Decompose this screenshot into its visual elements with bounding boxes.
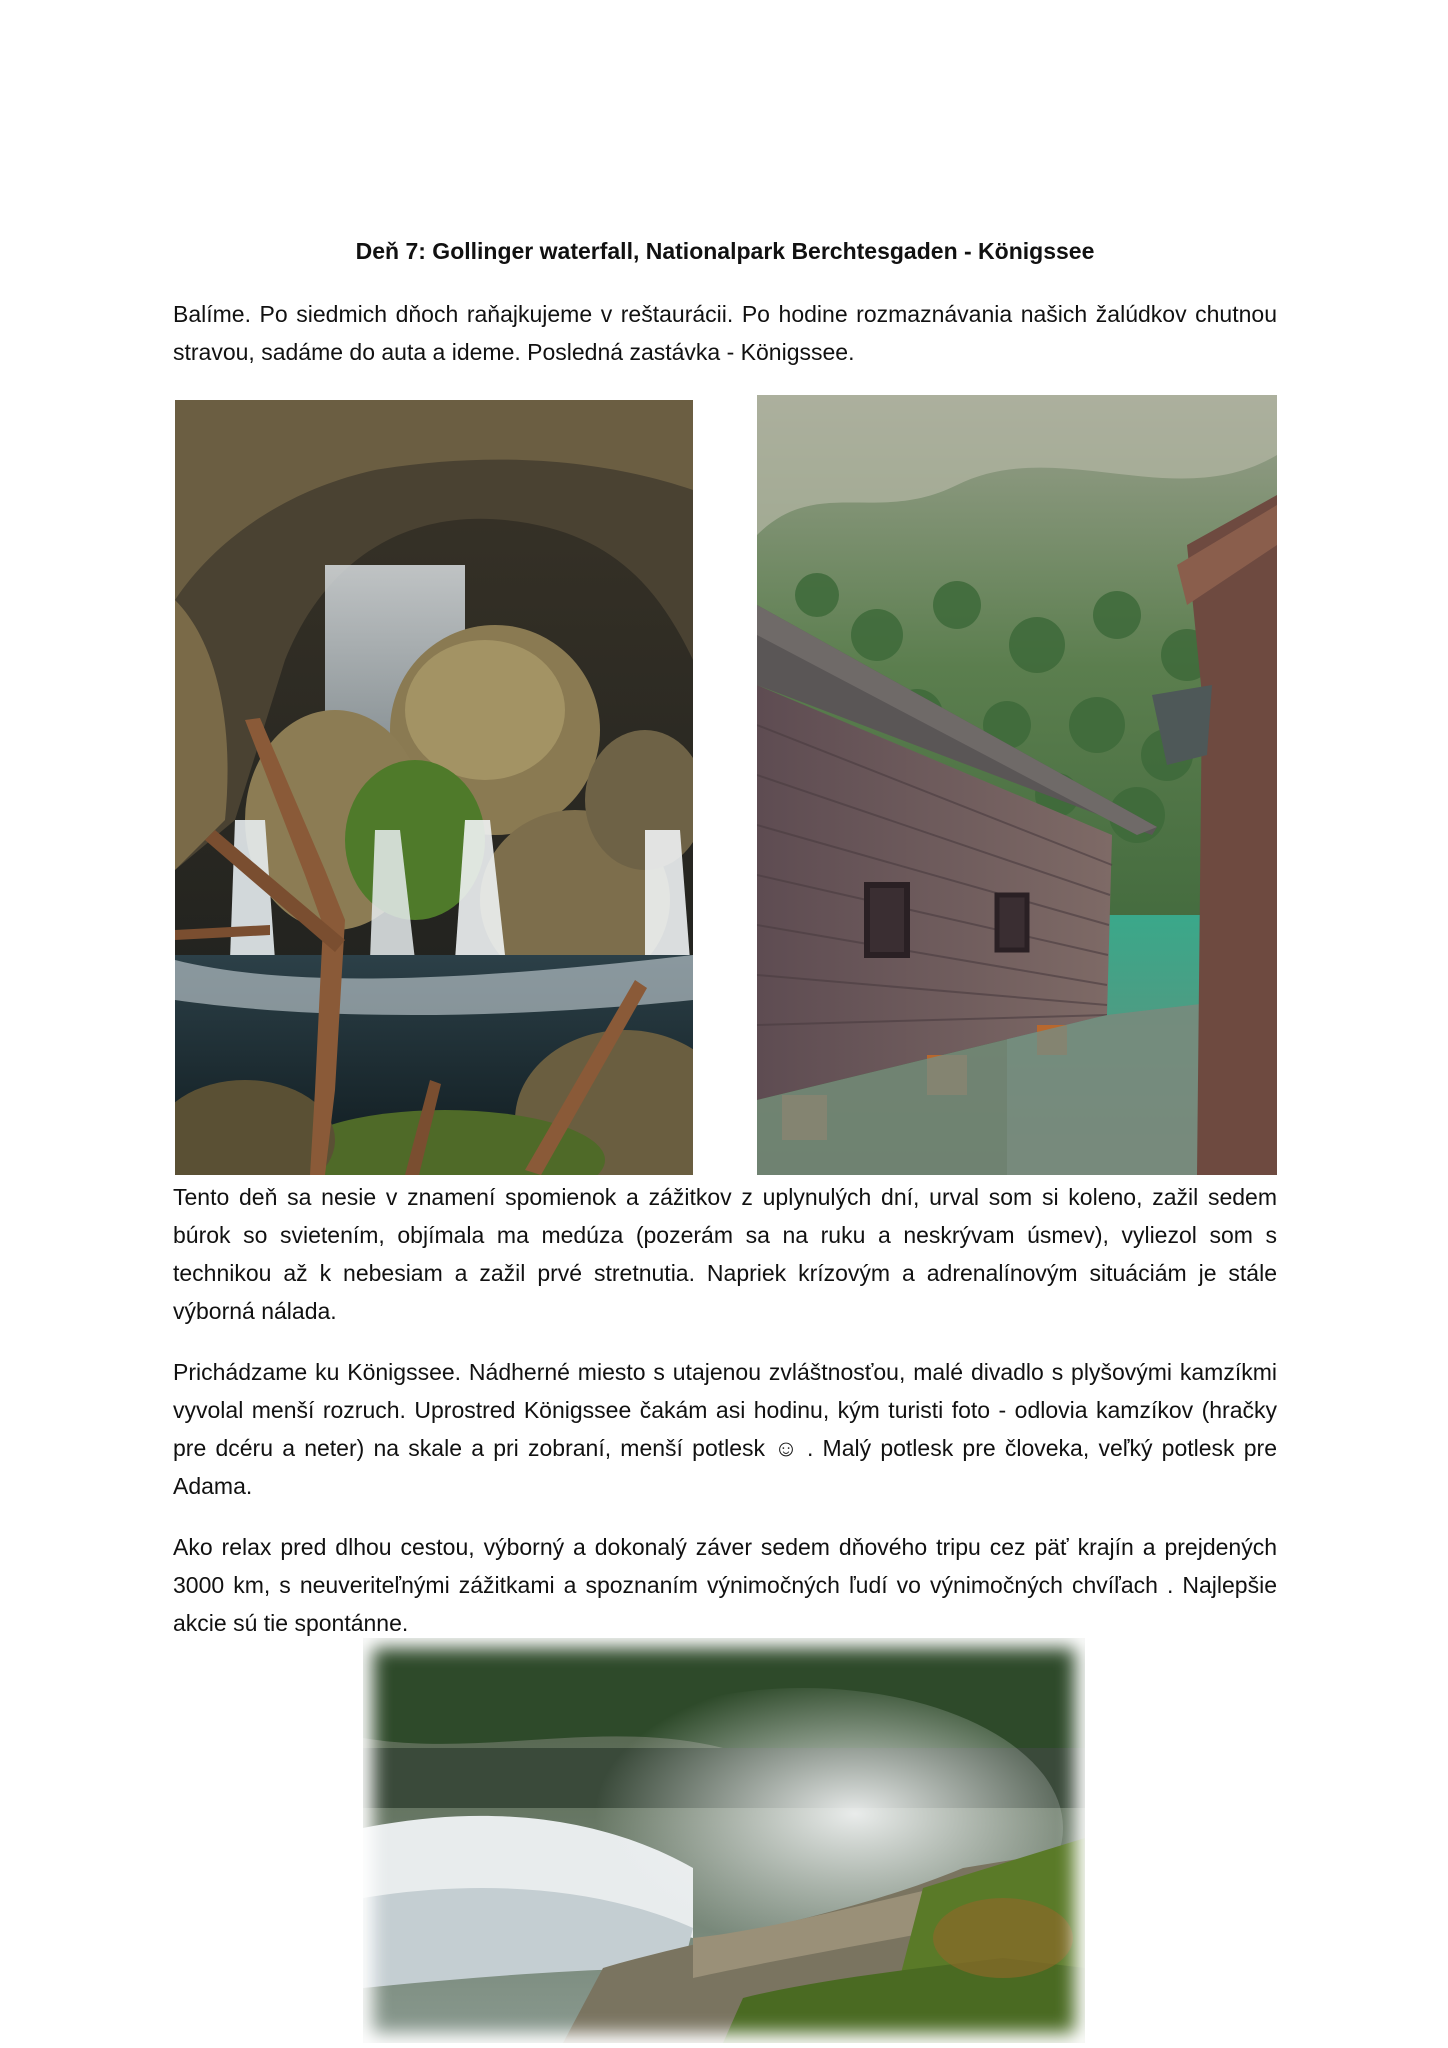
page-title: Deň 7: Gollinger waterfall, Nationalpark Berchtesgaden - Königssee [355, 238, 1095, 264]
rapids-mist-photo [363, 1638, 1085, 2043]
waterfall-cave-photo [175, 400, 693, 1175]
boathouse-image [757, 395, 1277, 1175]
paragraph-intro: Balíme. Po siedmich dňoch raňajkujeme v reštaurácii. Po hodine rozmaznávania našich žalúdkov chutnou stravou, sadáme do auta a ideme. Posledná zastávka - Königssee. [173, 301, 1277, 365]
waterfall-cave-image [175, 400, 693, 1175]
paragraph-konigssee: Prichádzame ku Königssee. Nádherné miesto s utajenou zvláštnosťou, malé divadlo s plyšovými kamzíkmi vyvolal menší rozruch. Uprostred Königssee čakám asi hodinu, kým turisti foto - odlovia kamzíkov (hračky pre dcéru a neter) na skale a pri zobraní, menší potlesk ☺ . Malý potlesk pre človeka, veľký potlesk pre Adama. [173, 1359, 1277, 1499]
paragraph-conclusion: Ako relax pred dlhou cestou, výborný a dokonalý záver sedem dňového tripu cez päť krajín a prejdených 3000 km, s neuveriteľnými zážitkami a spoznaním výnimočných ľudí vo výnimočných chvíľach . Najlepšie akcie sú tie spontánne. [173, 1534, 1277, 1636]
paragraph-memories: Tento deň sa nesie v znamení spomienok a zážitkov z uplynulých dní, urval som si koleno, zažil sedem búrok so svietením, objímala ma medúza (pozerám sa na ruku a neskrývam úsmev), vyliezol som s technikou až k nebesiam a zažil prvé stretnutia. Napriek krízovým a adrenalínovým situáciám je stále výborná nálada. [173, 1184, 1277, 1324]
konigssee-boathouse-photo [757, 395, 1277, 1175]
rapids-image [363, 1638, 1085, 2043]
